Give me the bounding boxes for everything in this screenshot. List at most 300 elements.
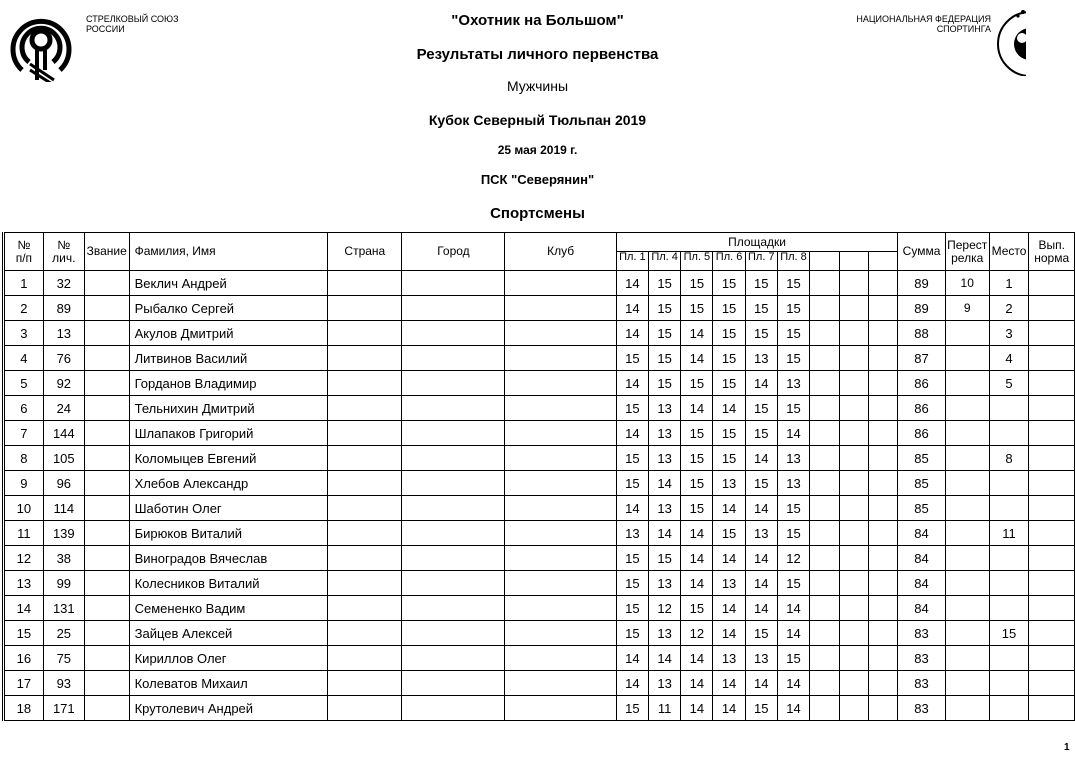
cell-station-8: 13 [777, 371, 809, 396]
org-right-line2: СПОРТИНГА [936, 24, 991, 34]
cell-num: 5 [4, 371, 44, 396]
cell-place [989, 571, 1029, 596]
cell-sum: 84 [898, 521, 946, 546]
cell-city [402, 396, 505, 421]
cell-station-empty [868, 471, 897, 496]
cell-station-6: 14 [713, 696, 745, 721]
cell-station-empty [810, 546, 839, 571]
header-num-line2: п/п [15, 250, 33, 265]
cell-station-1: 15 [616, 621, 648, 646]
cell-station-empty [810, 396, 839, 421]
cell-shootoff [945, 621, 989, 646]
cell-station-5: 15 [681, 471, 713, 496]
cell-shootoff [945, 596, 989, 621]
cell-sum: 87 [898, 346, 946, 371]
cell-norm [1029, 371, 1075, 396]
cell-norm [1029, 696, 1075, 721]
cell-num: 14 [4, 596, 44, 621]
cell-station-1: 14 [616, 421, 648, 446]
cell-bib: 105 [43, 446, 84, 471]
cell-rank [84, 546, 129, 571]
cell-place: 1 [989, 271, 1029, 296]
cell-station-4: 12 [649, 596, 681, 621]
cell-shootoff [945, 646, 989, 671]
cell-station-1: 15 [616, 571, 648, 596]
cell-station-7: 15 [745, 421, 777, 446]
cell-station-6: 14 [713, 621, 745, 646]
cell-station-empty [839, 621, 868, 646]
cell-norm [1029, 346, 1075, 371]
cell-station-4: 15 [649, 271, 681, 296]
cell-num: 2 [4, 296, 44, 321]
cell-station-empty [868, 671, 897, 696]
cell-station-1: 13 [616, 521, 648, 546]
cell-rank [84, 271, 129, 296]
cell-country [328, 671, 402, 696]
cell-station-5: 15 [681, 421, 713, 446]
cell-rank [84, 696, 129, 721]
cell-norm [1029, 571, 1075, 596]
cell-bib: 38 [43, 546, 84, 571]
cell-station-6: 14 [713, 596, 745, 621]
header-station-5: Пл. 5 [681, 252, 713, 271]
cell-club [505, 596, 616, 621]
cell-rank [84, 671, 129, 696]
cell-station-empty [868, 496, 897, 521]
cell-club [505, 421, 616, 446]
cell-station-1: 14 [616, 496, 648, 521]
cell-station-empty [868, 296, 897, 321]
cell-norm [1029, 421, 1075, 446]
org-right-line1: НАЦИОНАЛЬНАЯ ФЕДЕРАЦИЯ [856, 14, 991, 24]
cell-place [989, 496, 1029, 521]
cell-station-1: 14 [616, 271, 648, 296]
cell-bib: 139 [43, 521, 84, 546]
cell-station-7: 14 [745, 371, 777, 396]
cell-station-5: 14 [681, 646, 713, 671]
cell-station-5: 15 [681, 371, 713, 396]
cell-station-empty [868, 596, 897, 621]
cell-place: 11 [989, 521, 1029, 546]
cell-club [505, 271, 616, 296]
cell-norm [1029, 471, 1075, 496]
cell-station-empty [839, 396, 868, 421]
cell-name: Бирюков Виталий [129, 521, 328, 546]
cell-station-1: 15 [616, 346, 648, 371]
cell-num: 1 [4, 271, 44, 296]
cell-sum: 86 [898, 421, 946, 446]
cell-place [989, 671, 1029, 696]
cell-station-8: 15 [777, 396, 809, 421]
header-station-empty [810, 252, 839, 271]
cell-shootoff [945, 696, 989, 721]
cell-station-6: 15 [713, 371, 745, 396]
cell-bib: 24 [43, 396, 84, 421]
cell-club [505, 521, 616, 546]
cell-rank [84, 396, 129, 421]
cell-station-empty [868, 696, 897, 721]
cell-station-7: 15 [745, 271, 777, 296]
cell-rank [84, 521, 129, 546]
cell-shootoff [945, 546, 989, 571]
cell-station-empty [868, 346, 897, 371]
cell-station-6: 15 [713, 521, 745, 546]
cell-country [328, 296, 402, 321]
cell-station-8: 14 [777, 596, 809, 621]
cell-place [989, 546, 1029, 571]
table-row [4, 646, 1075, 671]
table-row [4, 671, 1075, 696]
cell-rank [84, 321, 129, 346]
cell-country [328, 471, 402, 496]
cell-bib: 25 [43, 621, 84, 646]
header-rank: Звание [84, 233, 129, 271]
cell-station-empty [839, 471, 868, 496]
table-row [4, 596, 1075, 621]
cell-shootoff [945, 421, 989, 446]
cell-station-7: 15 [745, 696, 777, 721]
cell-num: 18 [4, 696, 44, 721]
cell-station-empty [810, 471, 839, 496]
cell-name: Шаботин Олег [129, 496, 328, 521]
cell-norm [1029, 321, 1075, 346]
cell-station-4: 15 [649, 296, 681, 321]
cell-station-empty [810, 596, 839, 621]
cell-station-1: 15 [616, 546, 648, 571]
cell-station-6: 15 [713, 446, 745, 471]
cell-station-5: 12 [681, 621, 713, 646]
cell-station-5: 14 [681, 396, 713, 421]
header-club: Клуб [505, 233, 616, 271]
cell-station-7: 14 [745, 446, 777, 471]
cell-rank [84, 371, 129, 396]
cell-station-empty [810, 446, 839, 471]
cell-place [989, 396, 1029, 421]
cell-station-7: 13 [745, 346, 777, 371]
results-title: Результаты личного первенства [416, 46, 659, 63]
cell-city [402, 671, 505, 696]
header-station-7: Пл. 7 [745, 252, 777, 271]
cell-sum: 84 [898, 571, 946, 596]
cell-station-empty [810, 646, 839, 671]
cell-name: Кириллов Олег [129, 646, 328, 671]
cell-station-empty [839, 646, 868, 671]
cell-club [505, 671, 616, 696]
cell-station-empty [839, 521, 868, 546]
cell-station-1: 15 [616, 596, 648, 621]
cell-club [505, 471, 616, 496]
cell-rank [84, 471, 129, 496]
cell-station-empty [839, 496, 868, 521]
event-title: "Охотник на Большом" [451, 12, 624, 29]
cell-shootoff [945, 521, 989, 546]
cell-club [505, 371, 616, 396]
cell-bib: 89 [43, 296, 84, 321]
cell-bib: 144 [43, 421, 84, 446]
cell-club [505, 321, 616, 346]
table-row [4, 546, 1075, 571]
cell-name: Крутолевич Андрей [129, 696, 328, 721]
cell-station-6: 13 [713, 471, 745, 496]
cell-num: 3 [4, 321, 44, 346]
cell-place [989, 596, 1029, 621]
cell-num: 15 [4, 621, 44, 646]
cell-station-6: 13 [713, 571, 745, 596]
cell-club [505, 571, 616, 596]
cell-city [402, 696, 505, 721]
cell-station-5: 14 [681, 521, 713, 546]
table-row [4, 521, 1075, 546]
cell-station-empty [810, 296, 839, 321]
cell-club [505, 496, 616, 521]
cell-club [505, 696, 616, 721]
cell-station-8: 15 [777, 571, 809, 596]
cell-station-5: 15 [681, 296, 713, 321]
table-row [4, 396, 1075, 421]
cell-station-empty [839, 271, 868, 296]
cell-station-5: 14 [681, 571, 713, 596]
cell-station-empty [839, 546, 868, 571]
cell-place [989, 696, 1029, 721]
cell-bib: 92 [43, 371, 84, 396]
header-shootoff [945, 233, 989, 271]
cell-bib: 76 [43, 346, 84, 371]
cell-name: Зайцев Алексей [129, 621, 328, 646]
cell-station-5: 15 [681, 596, 713, 621]
cell-club [505, 621, 616, 646]
cell-bib: 131 [43, 596, 84, 621]
cell-station-8: 13 [777, 471, 809, 496]
cell-station-7: 13 [745, 646, 777, 671]
cell-station-empty [839, 446, 868, 471]
cell-station-5: 15 [681, 446, 713, 471]
cell-station-6: 15 [713, 321, 745, 346]
table-header-row [4, 233, 1075, 252]
cell-norm [1029, 446, 1075, 471]
cell-sum: 84 [898, 546, 946, 571]
cell-station-8: 15 [777, 521, 809, 546]
table-row [4, 696, 1075, 721]
cell-city [402, 646, 505, 671]
cell-shootoff [945, 446, 989, 471]
cell-shootoff: 10 [945, 271, 989, 296]
header-station-6: Пл. 6 [713, 252, 745, 271]
cell-station-empty [810, 346, 839, 371]
cell-sum: 85 [898, 471, 946, 496]
cell-station-7: 15 [745, 321, 777, 346]
cell-station-8: 15 [777, 346, 809, 371]
cell-station-empty [810, 696, 839, 721]
header-name: Фамилия, Имя [129, 233, 328, 271]
cell-station-6: 14 [713, 671, 745, 696]
header-norm-line2: норма [1034, 250, 1070, 265]
cell-station-1: 14 [616, 296, 648, 321]
cell-station-8: 14 [777, 621, 809, 646]
venue-name: ПСК "Северянин" [480, 172, 595, 187]
cell-station-4: 15 [649, 346, 681, 371]
cell-bib: 114 [43, 496, 84, 521]
cell-station-empty [839, 696, 868, 721]
header-bib [43, 233, 84, 271]
header-num-line1: № [17, 237, 31, 252]
cell-station-1: 14 [616, 321, 648, 346]
cell-station-empty [839, 296, 868, 321]
header-norm-line1: Вып. [1038, 237, 1065, 252]
cell-station-6: 14 [713, 496, 745, 521]
cell-station-empty [810, 521, 839, 546]
cell-country [328, 521, 402, 546]
cell-num: 7 [4, 421, 44, 446]
table-row [4, 421, 1075, 446]
cell-num: 6 [4, 396, 44, 421]
cell-place [989, 471, 1029, 496]
cell-station-7: 15 [745, 471, 777, 496]
cell-station-empty [810, 321, 839, 346]
cell-place: 2 [989, 296, 1029, 321]
cup-title: Кубок Северный Тюльпан 2019 [428, 112, 647, 128]
header-city: Город [402, 233, 505, 271]
cell-station-7: 15 [745, 621, 777, 646]
cell-station-7: 15 [745, 296, 777, 321]
cell-station-4: 15 [649, 321, 681, 346]
cell-station-7: 14 [745, 596, 777, 621]
cell-shootoff [945, 471, 989, 496]
cell-norm [1029, 521, 1075, 546]
cell-station-empty [868, 446, 897, 471]
cell-station-4: 13 [649, 446, 681, 471]
cell-rank [84, 571, 129, 596]
cell-station-empty [839, 671, 868, 696]
cell-name: Виноградов Вячеслав [129, 546, 328, 571]
cell-club [505, 396, 616, 421]
cell-place: 15 [989, 621, 1029, 646]
cell-shootoff [945, 571, 989, 596]
cell-station-5: 14 [681, 321, 713, 346]
cell-station-empty [810, 496, 839, 521]
cell-place [989, 646, 1029, 671]
cell-station-empty [868, 546, 897, 571]
cell-rank [84, 446, 129, 471]
cell-station-4: 15 [649, 371, 681, 396]
cell-station-empty [868, 521, 897, 546]
cell-station-7: 14 [745, 546, 777, 571]
cell-place [989, 421, 1029, 446]
cell-station-6: 14 [713, 546, 745, 571]
cell-name: Хлебов Александр [129, 471, 328, 496]
cell-bib: 13 [43, 321, 84, 346]
cell-sum: 83 [898, 696, 946, 721]
cell-station-4: 13 [649, 621, 681, 646]
cell-station-1: 14 [616, 371, 648, 396]
header-station-8: Пл. 8 [777, 252, 809, 271]
cell-station-empty [868, 571, 897, 596]
cell-station-6: 15 [713, 271, 745, 296]
cell-name: Веклич Андрей [129, 271, 328, 296]
cell-station-7: 15 [745, 396, 777, 421]
cell-rank [84, 596, 129, 621]
cell-station-6: 15 [713, 421, 745, 446]
cell-city [402, 496, 505, 521]
cell-name: Горданов Владимир [129, 371, 328, 396]
cell-station-empty [868, 646, 897, 671]
cell-rank [84, 421, 129, 446]
cell-station-6: 13 [713, 646, 745, 671]
cell-station-1: 15 [616, 446, 648, 471]
cell-name: Рыбалко Сергей [129, 296, 328, 321]
cell-city [402, 596, 505, 621]
cell-station-empty [810, 571, 839, 596]
cell-station-empty [839, 346, 868, 371]
cell-norm [1029, 396, 1075, 421]
header-num [4, 233, 44, 271]
cell-num: 8 [4, 446, 44, 471]
cell-place: 3 [989, 321, 1029, 346]
cell-city [402, 621, 505, 646]
cell-norm [1029, 596, 1075, 621]
cell-station-empty [839, 321, 868, 346]
cell-city [402, 421, 505, 446]
header-norm [1029, 233, 1075, 271]
cell-station-4: 14 [649, 521, 681, 546]
table-row [4, 346, 1075, 371]
cell-sum: 86 [898, 396, 946, 421]
cell-city [402, 321, 505, 346]
cell-name: Шлапаков Григорий [129, 421, 328, 446]
cell-country [328, 596, 402, 621]
cell-country [328, 421, 402, 446]
cell-name: Колесников Виталий [129, 571, 328, 596]
cell-station-6: 14 [713, 396, 745, 421]
cell-place: 5 [989, 371, 1029, 396]
cell-station-5: 14 [681, 671, 713, 696]
cell-station-8: 14 [777, 421, 809, 446]
cell-norm [1029, 621, 1075, 646]
cell-club [505, 346, 616, 371]
cell-bib: 96 [43, 471, 84, 496]
cell-sum: 83 [898, 621, 946, 646]
cell-sum: 83 [898, 646, 946, 671]
table-row [4, 496, 1075, 521]
cell-country [328, 546, 402, 571]
cell-norm [1029, 646, 1075, 671]
table-row [4, 271, 1075, 296]
cell-shootoff [945, 496, 989, 521]
cell-station-4: 15 [649, 546, 681, 571]
header-station-4: Пл. 4 [649, 252, 681, 271]
cell-station-5: 15 [681, 496, 713, 521]
cell-club [505, 446, 616, 471]
cell-station-empty [839, 596, 868, 621]
cell-station-1: 15 [616, 471, 648, 496]
cell-num: 11 [4, 521, 44, 546]
cell-city [402, 271, 505, 296]
table-row [4, 321, 1075, 346]
cell-city [402, 446, 505, 471]
cell-station-empty [839, 371, 868, 396]
cell-station-8: 14 [777, 696, 809, 721]
cell-station-8: 15 [777, 496, 809, 521]
results-table [2, 232, 1075, 721]
cell-station-4: 14 [649, 471, 681, 496]
cell-station-8: 15 [777, 646, 809, 671]
cell-station-4: 13 [649, 496, 681, 521]
cell-num: 12 [4, 546, 44, 571]
table-row [4, 296, 1075, 321]
header-station-1: Пл. 1 [616, 252, 648, 271]
org-left-line1: СТРЕЛКОВЫЙ СОЮЗ [86, 14, 179, 24]
cell-station-7: 14 [745, 671, 777, 696]
header-station-empty [868, 252, 897, 271]
